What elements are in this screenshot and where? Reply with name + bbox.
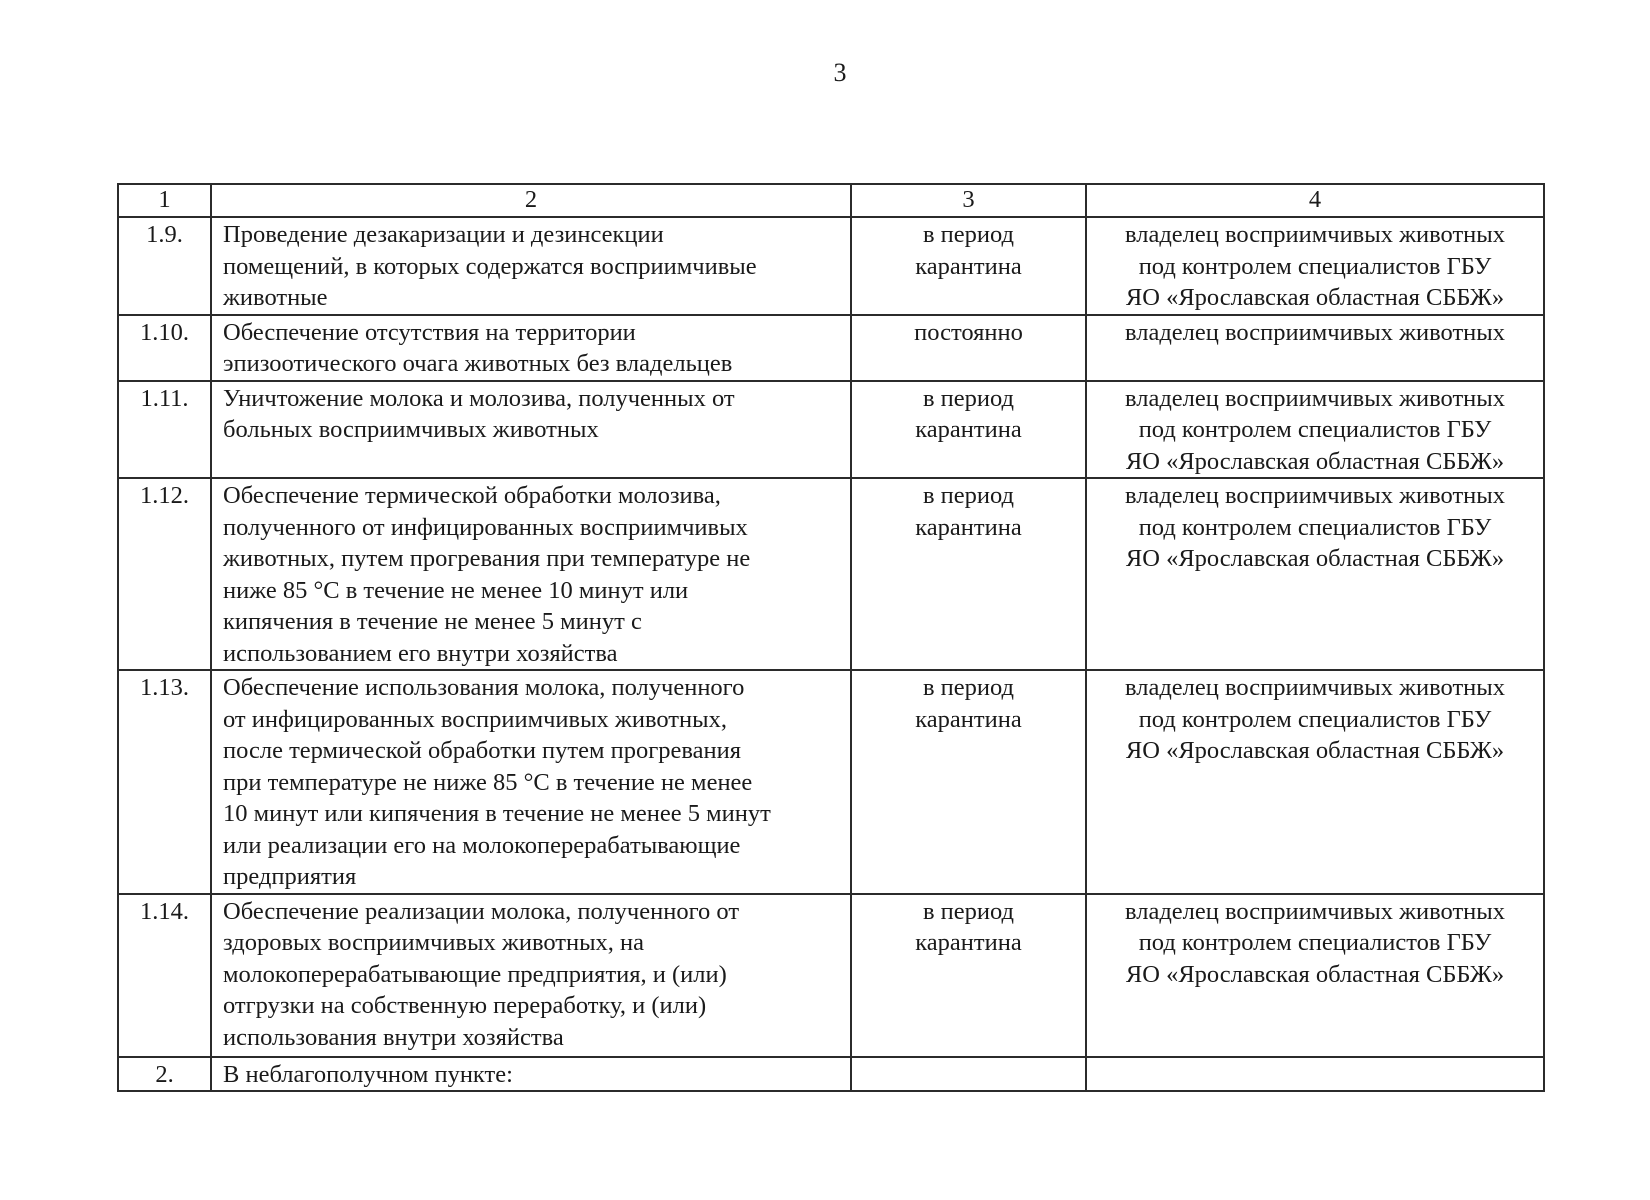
measure-line: использования внутри хозяйства <box>223 1023 564 1051</box>
table-row <box>118 670 1544 894</box>
period-line: в период <box>922 897 1015 925</box>
measure-line: животные <box>223 284 328 311</box>
period-cell <box>851 478 1086 670</box>
header-cell-4: 4 <box>1086 184 1544 217</box>
measure-line: ниже 85 °С в течение не менее 10 минут или <box>223 576 689 604</box>
responsible-line: под контролем специалистов ГБУ <box>1138 416 1492 443</box>
measure-line: при температуре не ниже 85 °С в течение не менее <box>223 768 753 796</box>
measure-line: или реализации его на молокоперерабатывающие <box>223 831 741 859</box>
responsible-line: владелец восприимчивых животных <box>1125 482 1505 509</box>
period-line: в период <box>922 384 1015 412</box>
measure-line: кипячения в течение не менее 5 минут с <box>223 608 642 635</box>
measure-line: Обеспечение использования молока, полученного <box>223 674 745 701</box>
responsible-line: ЯО «Ярославская областная СББЖ» <box>1125 447 1505 475</box>
measure-line: после термической обработки путем прогревания <box>223 737 742 764</box>
table-row <box>118 315 1544 381</box>
measure-line: 10 минут или кипячения в течение не менее 5 минут <box>223 800 771 827</box>
measure-line: Проведение дезакаризации и дезинсекции <box>223 221 664 248</box>
responsible-cell <box>1086 315 1544 381</box>
period-cell <box>851 894 1086 1057</box>
measure-line: здоровых восприимчивых животных, на <box>223 929 645 956</box>
period-line: карантина <box>915 929 1022 956</box>
measure-line: от инфицированных восприимчивых животных, <box>223 705 727 733</box>
responsible-line: владелец восприимчивых животных <box>1125 318 1505 346</box>
row-number: 1.12. <box>118 478 211 670</box>
period-line: карантина <box>915 252 1022 280</box>
responsible-cell <box>1086 217 1544 315</box>
row-number: 1.9. <box>118 217 211 315</box>
page-number: 3 <box>833 58 847 87</box>
responsible-cell <box>1086 478 1544 670</box>
measure-cell <box>211 478 851 670</box>
table-row <box>118 894 1544 1057</box>
period-line: карантина <box>915 513 1022 541</box>
measure-line: больных восприимчивых животных <box>223 416 599 443</box>
responsible-line: владелец восприимчивых животных <box>1125 897 1505 925</box>
responsible-line: ЯО «Ярославская областная СББЖ» <box>1125 737 1505 764</box>
period-line: в период <box>922 674 1015 701</box>
row-number: 1.11. <box>118 381 211 479</box>
period-line: постоянно <box>914 318 1023 346</box>
measure-cell <box>211 315 851 381</box>
measure-cell <box>211 670 851 894</box>
responsible-cell <box>1086 894 1544 1057</box>
header-cell-1: 1 <box>118 184 211 217</box>
period-cell <box>851 315 1086 381</box>
measure-line: молокоперерабатывающие предприятия, и (или) <box>223 960 727 988</box>
measure-line: Уничтожение молока и молозива, полученных от <box>223 384 735 412</box>
measure-cell <box>211 1057 851 1092</box>
measure-line: Обеспечение термической обработки молозива, <box>223 482 721 509</box>
period-line: в период <box>922 482 1015 509</box>
measure-line: Обеспечение реализации молока, полученного от <box>223 897 740 925</box>
responsible-line: владелец восприимчивых животных <box>1125 384 1505 412</box>
period-line: карантина <box>915 705 1022 733</box>
row-number: 1.13. <box>118 670 211 894</box>
period-cell <box>851 1057 1086 1092</box>
row-number: 1.10. <box>118 315 211 381</box>
responsible-line: ЯО «Ярославская областная СББЖ» <box>1125 284 1505 311</box>
row-number: 1.14. <box>118 894 211 1057</box>
responsible-line: владелец восприимчивых животных <box>1125 221 1505 248</box>
header-cell-2: 2 <box>211 184 851 217</box>
measure-cell <box>211 381 851 479</box>
responsible-cell <box>1086 381 1544 479</box>
period-cell <box>851 217 1086 315</box>
responsible-line: под контролем специалистов ГБУ <box>1138 705 1492 733</box>
responsible-line: ЯО «Ярославская областная СББЖ» <box>1125 545 1505 572</box>
responsible-line: владелец восприимчивых животных <box>1125 674 1505 701</box>
measure-line: эпизоотического очага животных без владельцев <box>223 350 733 377</box>
responsible-line: под контролем специалистов ГБУ <box>1138 513 1492 541</box>
period-cell <box>851 381 1086 479</box>
measure-line: Обеспечение отсутствия на территории <box>223 318 636 346</box>
row-number: 2. <box>118 1057 211 1092</box>
measures-table <box>117 183 1545 1092</box>
measure-line: использованием его внутри хозяйства <box>223 639 618 667</box>
measure-cell <box>211 894 851 1057</box>
table-row <box>118 217 1544 315</box>
period-cell <box>851 670 1086 894</box>
table-row <box>118 1057 1544 1092</box>
responsible-cell <box>1086 1057 1544 1092</box>
measure-line: полученного от инфицированных восприимчивых <box>223 513 748 541</box>
measure-line: предприятия <box>223 863 357 890</box>
measure-line: помещений, в которых содержатся восприимчивые <box>223 252 757 280</box>
responsible-line: ЯО «Ярославская областная СББЖ» <box>1125 960 1505 988</box>
header-cell-3: 3 <box>851 184 1086 217</box>
period-line: в период <box>922 221 1015 248</box>
measure-line: животных, путем прогревания при температуре не <box>223 545 751 572</box>
period-line: карантина <box>915 416 1022 443</box>
table-row <box>118 381 1544 479</box>
table-row <box>118 478 1544 670</box>
measure-line: отгрузки на собственную переработку, и (или) <box>223 992 707 1019</box>
responsible-line: под контролем специалистов ГБУ <box>1138 929 1492 956</box>
measure-cell <box>211 217 851 315</box>
table-header-row <box>118 184 1544 217</box>
measure-line: В неблагополучном пункте: <box>223 1060 513 1088</box>
responsible-cell <box>1086 670 1544 894</box>
responsible-line: под контролем специалистов ГБУ <box>1138 252 1492 280</box>
